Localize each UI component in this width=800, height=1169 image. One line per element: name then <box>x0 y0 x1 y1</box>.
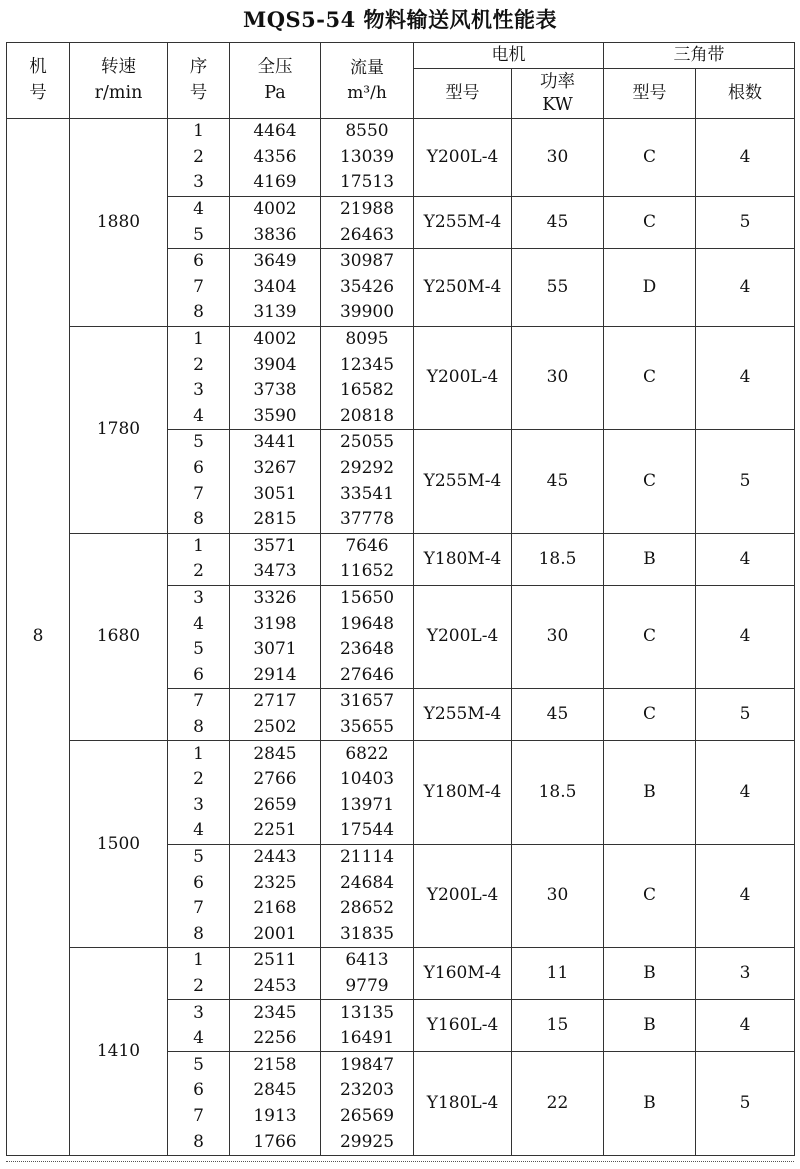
value-line: 16491 <box>339 1028 395 1049</box>
belt-model-cell: B <box>604 1052 696 1155</box>
pressure-cell <box>230 196 321 248</box>
value-line: 6 <box>193 251 204 272</box>
value-line: 2325 <box>253 872 297 893</box>
value-line: 8095 <box>345 329 389 350</box>
value-stack <box>321 948 413 999</box>
motor-model-cell: Y160M-4 <box>414 948 512 1000</box>
table-row <box>7 326 795 429</box>
value-line: 2443 <box>253 847 297 868</box>
value-stack <box>168 1052 229 1154</box>
value-line: 7 <box>193 1105 204 1126</box>
value-stack <box>321 534 413 585</box>
header-speed: 转速 r/min <box>70 43 168 119</box>
value-line: 1913 <box>253 1105 297 1126</box>
header-belt-count: 根数 <box>696 69 795 119</box>
header-seq: 序 号 <box>168 43 230 119</box>
table-row <box>7 741 795 844</box>
flow-cell <box>321 689 414 741</box>
pressure-cell <box>230 1000 321 1052</box>
header-motor-model: 型号 <box>414 69 512 119</box>
value-line: 3649 <box>253 251 297 272</box>
flow-cell <box>321 326 414 429</box>
value-line: 2251 <box>253 820 297 841</box>
belt-model-cell: B <box>604 948 696 1000</box>
flow-cell <box>321 741 414 844</box>
value-line: 23203 <box>339 1080 395 1101</box>
value-line: 13135 <box>339 1002 395 1023</box>
belt-count-cell: 4 <box>696 248 795 326</box>
belt-count-cell: 4 <box>696 1000 795 1052</box>
value-stack <box>321 119 413 196</box>
seq-cell <box>168 196 230 248</box>
value-line: 4 <box>193 820 204 841</box>
value-line: 6 <box>193 458 204 479</box>
pressure-cell <box>230 119 321 197</box>
value-line: 29292 <box>339 458 395 479</box>
seq-cell <box>168 741 230 844</box>
motor-model-cell: Y255M-4 <box>414 196 512 248</box>
value-line: 3473 <box>253 561 297 582</box>
value-line: 5 <box>193 639 204 660</box>
value-stack <box>321 327 413 429</box>
belt-count-cell: 4 <box>696 533 795 585</box>
flow-cell <box>321 1052 414 1155</box>
value-line: 9779 <box>345 976 389 996</box>
value-line: 4002 <box>253 329 297 350</box>
value-line: 26463 <box>339 224 395 245</box>
value-line: 20818 <box>339 405 395 426</box>
value-line: 15650 <box>339 588 395 609</box>
value-line: 4169 <box>253 172 297 193</box>
belt-count-cell: 5 <box>696 430 795 533</box>
value-line: 4 <box>193 1028 204 1049</box>
value-line: 6 <box>193 872 204 893</box>
value-line: 8 <box>193 1131 204 1152</box>
value-line: 6 <box>193 664 204 685</box>
value-line: 3590 <box>253 405 297 426</box>
value-line: 7 <box>193 276 204 297</box>
value-line: 1 <box>193 121 204 142</box>
value-stack <box>321 586 413 688</box>
motor-model-cell: Y200L-4 <box>414 119 512 197</box>
header-pressure: 全压 Pa <box>230 43 321 119</box>
value-line: 1766 <box>253 1131 297 1152</box>
flow-cell <box>321 430 414 533</box>
pressure-cell <box>230 326 321 429</box>
value-line: 3836 <box>253 224 297 245</box>
speed-cell: 1880 <box>70 119 168 327</box>
seq-cell <box>168 326 230 429</box>
value-line: 21114 <box>339 847 395 868</box>
value-line: 7 <box>193 691 204 712</box>
value-line: 5 <box>193 1054 204 1075</box>
pressure-cell <box>230 248 321 326</box>
value-line: 33541 <box>339 483 395 504</box>
speed-cell: 1680 <box>70 533 168 741</box>
value-line: 2345 <box>253 1002 297 1023</box>
table-title: MQS5-54 物料输送风机性能表 <box>242 7 558 32</box>
motor-model-cell: Y160L-4 <box>414 1000 512 1052</box>
value-line: 2 <box>193 146 204 167</box>
value-line: 24684 <box>339 872 395 893</box>
value-line: 2502 <box>253 717 297 738</box>
value-stack <box>230 586 320 688</box>
header-motor: 电机 <box>414 43 604 69</box>
flow-cell <box>321 119 414 197</box>
seq-cell <box>168 948 230 1000</box>
flow-cell <box>321 585 414 688</box>
value-stack <box>168 741 229 843</box>
header-flow-label: 流量 <box>350 57 384 78</box>
value-stack <box>168 948 229 999</box>
value-line: 3198 <box>253 613 297 634</box>
value-line: 26569 <box>339 1105 395 1126</box>
table-row <box>7 948 795 1000</box>
motor-power-cell: 30 <box>512 585 604 688</box>
speed-cell: 1500 <box>70 741 168 948</box>
motor-power-cell: 18.5 <box>512 741 604 844</box>
value-stack <box>230 948 320 999</box>
value-line: 8 <box>193 509 204 530</box>
value-stack <box>168 430 229 532</box>
seq-cell <box>168 585 230 688</box>
flow-cell <box>321 533 414 585</box>
belt-count-cell: 4 <box>696 119 795 197</box>
value-line: 5 <box>193 847 204 868</box>
belt-count-cell: 4 <box>696 326 795 429</box>
value-line: 4356 <box>253 146 297 167</box>
value-line: 1 <box>193 950 204 971</box>
header-belt: 三角带 <box>604 43 795 69</box>
table-header <box>7 43 795 119</box>
belt-model-cell: C <box>604 119 696 197</box>
value-stack <box>321 845 413 947</box>
value-line: 7 <box>193 898 204 919</box>
value-line: 3 <box>193 172 204 193</box>
flow-cell <box>321 1000 414 1052</box>
motor-power-cell: 45 <box>512 430 604 533</box>
motor-power-cell: 11 <box>512 948 604 1000</box>
value-line: 25055 <box>339 432 395 453</box>
value-line: 8 <box>193 717 204 738</box>
header-machine-no: 机 号 <box>7 43 70 119</box>
value-line: 4464 <box>253 121 297 142</box>
value-line: 5 <box>193 432 204 453</box>
value-line: 1 <box>193 743 204 764</box>
value-line: 2717 <box>253 691 297 712</box>
value-line: 16582 <box>339 380 395 401</box>
pressure-cell <box>230 430 321 533</box>
value-line: 2511 <box>253 950 297 971</box>
motor-power-cell: 55 <box>512 248 604 326</box>
pressure-cell <box>230 533 321 585</box>
motor-power-cell: 30 <box>512 119 604 197</box>
value-line: 21988 <box>339 199 395 220</box>
seq-cell <box>168 1000 230 1052</box>
value-line: 2 <box>193 354 204 375</box>
value-line: 3071 <box>253 639 297 660</box>
speed-cell: 1410 <box>70 948 168 1156</box>
motor-model-cell: Y255M-4 <box>414 430 512 533</box>
value-line: 8 <box>193 302 204 323</box>
motor-model-cell: Y180L-4 <box>414 1052 512 1155</box>
belt-model-cell: B <box>604 533 696 585</box>
belt-model-cell: C <box>604 689 696 741</box>
value-line: 35655 <box>339 717 395 738</box>
value-line: 7646 <box>345 535 389 556</box>
value-stack <box>230 534 320 585</box>
value-stack <box>230 430 320 532</box>
header-motor-power: 功率 KW <box>512 69 604 119</box>
belt-count-cell: 4 <box>696 741 795 844</box>
pressure-cell <box>230 844 321 947</box>
value-line: 1 <box>193 329 204 350</box>
value-line: 2659 <box>253 794 297 815</box>
seq-cell <box>168 430 230 533</box>
pressure-cell <box>230 1052 321 1155</box>
value-line: 2158 <box>253 1054 297 1075</box>
value-line: 39900 <box>339 302 395 323</box>
value-line: 6 <box>193 1080 204 1101</box>
motor-model-cell: Y180M-4 <box>414 533 512 585</box>
value-line: 2001 <box>253 923 297 944</box>
pressure-cell <box>230 585 321 688</box>
value-line: 2766 <box>253 769 297 790</box>
value-line: 2168 <box>253 898 297 919</box>
value-line: 30987 <box>339 251 395 272</box>
value-stack <box>168 845 229 947</box>
value-stack <box>321 689 413 740</box>
value-line: 17513 <box>339 172 395 193</box>
belt-model-cell: B <box>604 741 696 844</box>
value-stack <box>321 249 413 326</box>
value-line: 3 <box>193 1002 204 1023</box>
value-line: 2 <box>193 769 204 790</box>
value-line: 7 <box>193 483 204 504</box>
motor-model-cell: Y200L-4 <box>414 585 512 688</box>
seq-cell <box>168 844 230 947</box>
value-stack <box>168 689 229 740</box>
belt-count-cell: 4 <box>696 844 795 947</box>
value-line: 2256 <box>253 1028 297 1049</box>
pressure-cell <box>230 689 321 741</box>
value-stack <box>168 1000 229 1051</box>
seq-cell <box>168 248 230 326</box>
motor-power-cell: 45 <box>512 689 604 741</box>
belt-model-cell: C <box>604 844 696 947</box>
belt-model-cell: B <box>604 1000 696 1052</box>
speed-cell: 1780 <box>70 326 168 533</box>
value-line: 2845 <box>253 743 297 764</box>
value-stack <box>321 197 413 248</box>
value-stack <box>230 1052 320 1154</box>
value-line: 3404 <box>253 276 297 297</box>
value-line: 13971 <box>339 794 395 815</box>
motor-power-cell: 15 <box>512 1000 604 1052</box>
value-line: 13039 <box>339 146 395 167</box>
value-line: 2 <box>193 561 204 582</box>
value-line: 4 <box>193 405 204 426</box>
value-line: 3139 <box>253 302 297 323</box>
value-stack <box>168 249 229 326</box>
seq-cell <box>168 689 230 741</box>
value-line: 11652 <box>339 561 395 582</box>
value-line: 19847 <box>339 1054 395 1075</box>
value-line: 4 <box>193 613 204 634</box>
value-line: 3904 <box>253 354 297 375</box>
value-line: 3738 <box>253 380 297 401</box>
value-line: 3051 <box>253 483 297 504</box>
belt-count-cell: 5 <box>696 196 795 248</box>
value-line: 2453 <box>253 976 297 996</box>
value-stack <box>321 1052 413 1154</box>
pressure-cell <box>230 741 321 844</box>
seq-cell <box>168 119 230 197</box>
bottom-divider <box>6 1161 794 1162</box>
value-line: 4 <box>193 199 204 220</box>
header-flow-unit: m³/h <box>347 82 387 103</box>
value-stack <box>230 1000 320 1051</box>
performance-table <box>6 42 795 1156</box>
pressure-cell <box>230 948 321 1000</box>
motor-model-cell: Y255M-4 <box>414 689 512 741</box>
belt-model-cell: C <box>604 326 696 429</box>
motor-model-cell: Y180M-4 <box>414 741 512 844</box>
value-line: 23648 <box>339 639 395 660</box>
motor-model-cell: Y200L-4 <box>414 326 512 429</box>
belt-model-cell: C <box>604 430 696 533</box>
belt-model-cell: C <box>604 196 696 248</box>
header-flow <box>321 43 414 119</box>
seq-cell <box>168 533 230 585</box>
value-line: 3441 <box>253 432 297 453</box>
value-stack <box>321 741 413 843</box>
value-line: 29925 <box>339 1131 395 1152</box>
value-line: 1 <box>193 535 204 556</box>
value-line: 4002 <box>253 199 297 220</box>
flow-cell <box>321 844 414 947</box>
table-row <box>7 119 795 197</box>
header-belt-model: 型号 <box>604 69 696 119</box>
belt-count-cell: 5 <box>696 1052 795 1155</box>
belt-model-cell: D <box>604 248 696 326</box>
motor-model-cell: Y200L-4 <box>414 844 512 947</box>
value-line: 17544 <box>339 820 395 841</box>
value-line: 2914 <box>253 664 297 685</box>
value-stack <box>168 327 229 429</box>
value-line: 3571 <box>253 535 297 556</box>
value-stack <box>230 197 320 248</box>
flow-cell <box>321 248 414 326</box>
value-stack <box>230 327 320 429</box>
motor-power-cell: 30 <box>512 326 604 429</box>
motor-model-cell: Y250M-4 <box>414 248 512 326</box>
value-line: 3 <box>193 794 204 815</box>
value-stack <box>168 534 229 585</box>
motor-power-cell: 22 <box>512 1052 604 1155</box>
value-line: 27646 <box>339 664 395 685</box>
belt-count-cell: 3 <box>696 948 795 1000</box>
value-stack <box>321 430 413 532</box>
belt-count-cell: 5 <box>696 689 795 741</box>
value-stack <box>168 586 229 688</box>
belt-model-cell: C <box>604 585 696 688</box>
flow-cell <box>321 948 414 1000</box>
value-stack <box>230 119 320 196</box>
seq-cell <box>168 1052 230 1155</box>
value-line: 19648 <box>339 613 395 634</box>
value-line: 31657 <box>339 691 395 712</box>
table-body <box>7 119 795 1156</box>
value-line: 2815 <box>253 509 297 530</box>
value-line: 37778 <box>339 509 395 530</box>
value-line: 6413 <box>345 950 389 971</box>
value-stack <box>230 249 320 326</box>
motor-power-cell: 18.5 <box>512 533 604 585</box>
value-line: 3267 <box>253 458 297 479</box>
value-line: 31835 <box>339 923 395 944</box>
value-line: 10403 <box>339 769 395 790</box>
value-line: 8 <box>193 923 204 944</box>
machine-no-cell: 8 <box>7 119 70 1156</box>
value-line: 3 <box>193 588 204 609</box>
value-line: 2845 <box>253 1080 297 1101</box>
value-line: 3 <box>193 380 204 401</box>
value-line: 28652 <box>339 898 395 919</box>
value-line: 12345 <box>339 354 395 375</box>
value-stack <box>168 197 229 248</box>
belt-count-cell: 4 <box>696 585 795 688</box>
motor-power-cell: 30 <box>512 844 604 947</box>
value-line: 5 <box>193 224 204 245</box>
value-stack <box>168 119 229 196</box>
value-line: 2 <box>193 976 204 996</box>
value-stack <box>230 741 320 843</box>
motor-power-cell: 45 <box>512 196 604 248</box>
value-stack <box>321 1000 413 1051</box>
value-line: 6822 <box>345 743 389 764</box>
value-line: 8550 <box>345 121 389 142</box>
value-line: 3326 <box>253 588 297 609</box>
value-stack <box>230 845 320 947</box>
flow-cell <box>321 196 414 248</box>
table-row <box>7 533 795 585</box>
value-line: 35426 <box>339 276 395 297</box>
value-stack <box>230 689 320 740</box>
